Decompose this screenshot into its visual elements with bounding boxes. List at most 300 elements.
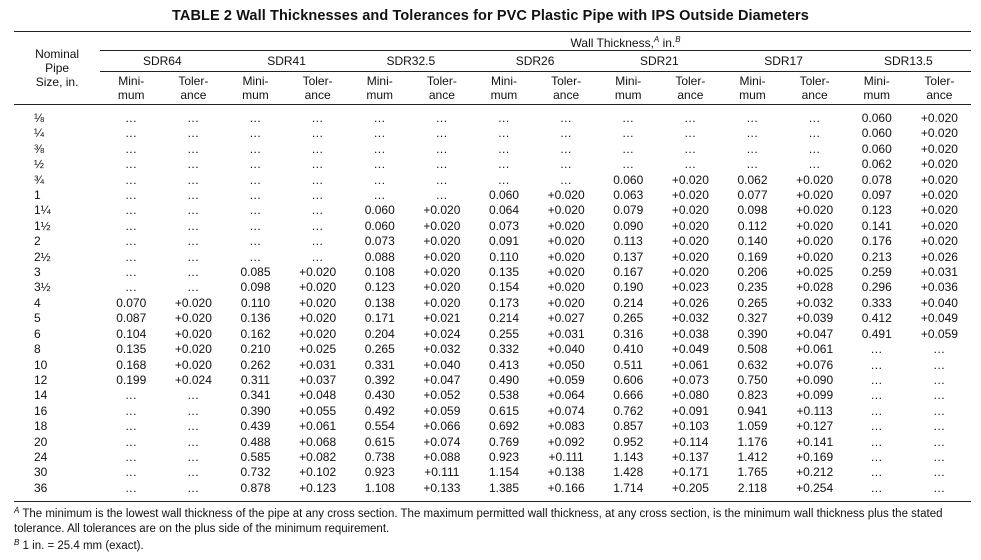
table-row (14, 342, 971, 357)
tolerance-cell: ... (187, 141, 200, 156)
minimum-cell: ... (125, 157, 137, 172)
pipe-size-cell: 2½ (34, 249, 51, 264)
minimum-cell: 1.108 (364, 480, 395, 495)
tolerance-cell: +0.205 (671, 480, 709, 495)
minimum-cell: 0.390 (737, 326, 768, 341)
minimum-header (100, 72, 162, 105)
tolerance-cell: ... (311, 218, 324, 233)
minimum-cell: 0.078 (861, 172, 892, 187)
sdr-header: SDR64 (100, 51, 224, 72)
tolerance-cell: +0.032 (796, 295, 834, 310)
table-row (14, 296, 971, 311)
minimum-cell: 0.492 (364, 403, 395, 418)
table-row (14, 404, 971, 419)
pipe-size-cell: 20 (34, 434, 48, 449)
minimum-cell: 0.265 (737, 295, 768, 310)
minimum-cell: 0.060 (488, 188, 519, 203)
minimum-cell: ... (870, 449, 883, 464)
tolerance-cell: ... (311, 234, 324, 249)
tolerance-header (411, 72, 473, 105)
pipe-size-cell: 1¼ (34, 203, 51, 218)
footnote-ref-b: B (675, 34, 681, 44)
subheader-line: Toler- (426, 74, 457, 88)
minimum-cell: 0.615 (488, 403, 519, 418)
tolerance-cell: ... (560, 141, 572, 156)
minimum-cell: ... (125, 480, 137, 495)
sdr-header: SDR41 (224, 51, 348, 72)
minimum-cell: 0.167 (613, 265, 644, 280)
subheader-line: ance (180, 88, 207, 102)
tolerance-cell: +0.020 (796, 234, 834, 249)
subheader-line: mum (490, 88, 518, 102)
minimum-cell: 0.632 (737, 357, 768, 372)
tolerance-cell: +0.040 (423, 357, 461, 372)
minimum-cell: ... (249, 157, 262, 172)
minimum-cell: 0.491 (861, 326, 892, 341)
tolerance-cell: +0.032 (671, 311, 709, 326)
tolerance-cell: +0.020 (547, 203, 585, 218)
tolerance-header (287, 72, 349, 105)
tolerance-cell: ... (808, 111, 821, 125)
subheader-line: mum (739, 88, 766, 102)
tolerance-cell: ... (311, 188, 324, 203)
minimum-cell: ... (870, 419, 883, 434)
tolerance-cell: ... (436, 188, 448, 203)
minimum-cell: ... (125, 126, 137, 141)
pipe-size-cell: 16 (34, 403, 48, 418)
tolerance-cell: +0.020 (299, 311, 337, 326)
tolerance-cell: +0.020 (423, 249, 461, 264)
pipe-size-cell: 6 (34, 326, 41, 341)
tolerance-cell: +0.169 (796, 449, 834, 464)
tolerance-cell: +0.059 (547, 372, 585, 387)
minimum-cell: 0.098 (240, 280, 271, 295)
minimum-cell: 0.235 (737, 280, 768, 295)
tolerance-cell: +0.031 (920, 265, 958, 280)
minimum-cell: ... (870, 465, 883, 480)
tolerance-cell: +0.061 (299, 419, 337, 434)
subheader-row (14, 72, 971, 105)
tolerance-cell: ... (187, 234, 200, 249)
tolerance-cell: ... (187, 449, 200, 464)
tolerance-cell: ... (187, 203, 200, 218)
tolerance-cell: +0.020 (671, 234, 709, 249)
minimum-cell: 0.331 (364, 357, 395, 372)
tolerance-cell: ... (933, 342, 946, 357)
tolerance-header (162, 72, 224, 105)
subheader-line: mum (242, 88, 269, 102)
tolerance-cell: +0.020 (299, 295, 337, 310)
minimum-cell: 0.060 (861, 126, 892, 141)
pipe-size-cell: 4 (34, 295, 41, 310)
subheader-line: Mini- (615, 74, 642, 88)
minimum-cell: 0.511 (613, 357, 643, 372)
tolerance-cell: +0.141 (796, 434, 834, 449)
tolerance-cell: ... (187, 249, 200, 264)
subheader-line: ance (926, 88, 953, 102)
subheader-line: ance (304, 88, 331, 102)
tolerance-cell: +0.020 (796, 172, 834, 187)
tolerance-cell: ... (187, 218, 200, 233)
tolerance-cell: +0.021 (423, 311, 461, 326)
footnote-ref-a: A (653, 34, 660, 44)
minimum-cell: ... (746, 111, 759, 125)
minimum-cell: 0.488 (240, 434, 271, 449)
tolerance-cell: +0.020 (920, 126, 958, 141)
tolerance-cell: +0.123 (299, 480, 337, 495)
tolerance-cell: ... (560, 157, 572, 172)
tolerance-cell: +0.036 (920, 280, 958, 295)
tolerance-cell: +0.026 (920, 249, 958, 264)
minimum-cell: 0.063 (613, 188, 644, 203)
tolerance-cell: +0.025 (299, 342, 337, 357)
minimum-cell: ... (746, 141, 759, 156)
tolerance-cell: ... (808, 157, 821, 172)
minimum-cell: 0.110 (240, 295, 271, 310)
table-row (14, 105, 971, 127)
pipe-size-cell: ½ (34, 157, 45, 172)
tolerance-cell: +0.020 (299, 280, 337, 295)
tolerance-cell: +0.073 (671, 372, 709, 387)
tolerance-cell: +0.047 (796, 326, 834, 341)
tolerance-cell: +0.020 (174, 342, 212, 357)
tolerance-cell: +0.020 (423, 295, 461, 310)
minimum-cell: 0.137 (613, 249, 644, 264)
table-row (14, 450, 971, 465)
table-row (14, 188, 971, 203)
tolerance-cell: +0.040 (920, 295, 958, 310)
minimum-cell: 0.135 (116, 342, 147, 357)
tolerance-cell: +0.020 (920, 218, 958, 233)
minimum-cell: 0.412 (861, 311, 892, 326)
tolerance-cell: +0.020 (920, 172, 958, 187)
subheader-line: Toler- (799, 74, 830, 88)
tolerance-cell: +0.020 (920, 234, 958, 249)
tolerance-cell: +0.026 (671, 295, 709, 310)
wall-thickness-table (14, 31, 971, 502)
minimum-cell: 0.413 (488, 357, 519, 372)
subheader-line: Toler- (551, 74, 582, 88)
minimum-cell: 0.060 (364, 218, 395, 233)
minimum-cell: ... (125, 449, 137, 464)
minimum-cell: 1.385 (488, 480, 519, 495)
subheader-line: mum (117, 88, 145, 102)
minimum-cell: 0.410 (613, 342, 644, 357)
tolerance-cell: +0.166 (547, 480, 585, 495)
pipe-size-cell: 36 (34, 480, 48, 495)
minimum-cell: 0.333 (861, 295, 892, 310)
pipe-size-cell: 5 (34, 311, 41, 326)
subheader-line: Mini- (863, 74, 890, 88)
minimum-cell: 0.110 (489, 249, 519, 264)
minimum-cell: 0.341 (240, 388, 271, 403)
minimum-cell: 2.118 (737, 480, 768, 495)
tolerance-cell: ... (187, 265, 200, 280)
subheader-line: Mini- (739, 74, 766, 88)
minimum-cell: ... (125, 265, 137, 280)
tolerance-cell: +0.020 (299, 326, 337, 341)
tolerance-cell: +0.023 (671, 280, 709, 295)
table-row (14, 126, 971, 141)
tolerance-cell: +0.020 (423, 265, 461, 280)
tolerance-cell: +0.061 (671, 357, 709, 372)
table-row (14, 435, 971, 450)
subheader-line: Mini- (366, 74, 393, 88)
minimum-cell: ... (498, 111, 510, 125)
minimum-cell: ... (373, 126, 386, 141)
minimum-cell: 0.060 (613, 172, 644, 187)
tolerance-cell: +0.024 (174, 372, 212, 387)
minimum-cell: 0.113 (613, 234, 643, 249)
footnote-b-mark: B (14, 538, 20, 547)
tolerance-cell: ... (933, 388, 946, 403)
tolerance-cell: +0.027 (547, 311, 585, 326)
subheader-line: mum (863, 88, 891, 102)
wall-thickness-label: Wall Thickness, (570, 35, 654, 50)
minimum-cell: 0.255 (488, 326, 519, 341)
minimum-cell: 0.923 (364, 465, 395, 480)
tolerance-cell: ... (560, 126, 572, 141)
minimum-cell: 1.714 (613, 480, 644, 495)
pipe-size-cell: ¼ (34, 126, 45, 141)
minimum-cell: 0.176 (861, 234, 892, 249)
tolerance-cell: ... (933, 419, 946, 434)
tolerance-cell: +0.133 (423, 480, 461, 495)
minimum-cell: ... (125, 403, 137, 418)
size-label-line: Nominal (35, 47, 80, 61)
minimum-cell: 0.064 (488, 203, 519, 218)
minimum-cell: ... (746, 126, 759, 141)
tolerance-cell: ... (187, 388, 200, 403)
minimum-cell: 0.615 (364, 434, 395, 449)
minimum-cell: ... (249, 249, 262, 264)
minimum-cell: ... (125, 419, 137, 434)
minimum-cell: ... (870, 434, 883, 449)
minimum-cell: 0.585 (240, 449, 271, 464)
footnote-a-text: The minimum is the lowest wall thickness of the pipe at any cross section. The maximum permitted wall thickness, at any cross section, is the minimum wall thickness plus the stated tolerance. All tolerances are on the plus side of the minimum requirement. (14, 508, 943, 535)
wall-thickness-header (100, 32, 971, 51)
tolerance-cell: ... (560, 172, 572, 187)
tolerance-cell: ... (436, 126, 448, 141)
tolerance-cell: ... (187, 280, 200, 295)
tolerance-cell: +0.020 (920, 203, 958, 218)
tolerance-cell: ... (933, 403, 946, 418)
pipe-size-cell: ⅜ (34, 141, 45, 156)
minimum-header (349, 72, 411, 105)
tolerance-cell: +0.074 (423, 434, 461, 449)
tolerance-header (784, 72, 846, 105)
footnote-b-text: 1 in. = 25.4 mm (exact). (22, 540, 144, 552)
table-row (14, 250, 971, 265)
minimum-cell: ... (125, 141, 137, 156)
minimum-cell: 0.135 (488, 265, 519, 280)
minimum-cell: 0.762 (613, 403, 644, 418)
tolerance-cell: +0.040 (547, 342, 585, 357)
minimum-cell: 0.141 (861, 218, 892, 233)
subheader-line: Mini- (118, 74, 145, 88)
minimum-cell: 0.104 (116, 326, 147, 341)
minimum-cell: ... (125, 203, 137, 218)
tolerance-cell: +0.020 (920, 141, 958, 156)
tolerance-cell: ... (311, 172, 324, 187)
tolerance-cell: +0.028 (796, 280, 834, 295)
minimum-header (846, 72, 908, 105)
minimum-cell: 0.265 (613, 311, 644, 326)
footnote-a-mark: A (14, 506, 20, 515)
tolerance-cell: +0.047 (423, 372, 461, 387)
tolerance-cell: +0.111 (548, 449, 584, 464)
minimum-cell: ... (125, 434, 137, 449)
tolerance-cell: +0.020 (796, 218, 834, 233)
tolerance-cell: +0.048 (299, 388, 337, 403)
subheader-line: ance (801, 88, 828, 102)
minimum-cell: ... (249, 188, 262, 203)
table-row (14, 157, 971, 172)
tolerance-cell: ... (933, 480, 946, 495)
subheader-line: Toler- (924, 74, 955, 88)
minimum-cell: 0.077 (737, 188, 768, 203)
minimum-cell: 0.265 (364, 342, 395, 357)
footnote-b (14, 536, 971, 554)
minimum-cell: 0.171 (364, 311, 395, 326)
tolerance-cell: +0.038 (671, 326, 709, 341)
tolerance-cell: ... (436, 157, 448, 172)
minimum-cell: 0.316 (613, 326, 644, 341)
minimum-cell: 0.112 (737, 218, 768, 233)
tolerance-cell: ... (933, 449, 946, 464)
tolerance-cell: +0.074 (547, 403, 585, 418)
minimum-cell: 0.750 (737, 372, 768, 387)
minimum-cell: ... (870, 342, 883, 357)
minimum-cell: 0.090 (613, 218, 644, 233)
tolerance-cell: +0.061 (796, 342, 834, 357)
tolerance-cell: +0.254 (796, 480, 834, 495)
sdr-header: SDR32.5 (349, 51, 473, 72)
tolerance-header (659, 72, 721, 105)
table-row (14, 481, 971, 496)
minimum-cell: 1.143 (613, 449, 644, 464)
tolerance-header (908, 72, 971, 105)
minimum-cell: ... (373, 157, 386, 172)
tolerance-cell: ... (933, 372, 946, 387)
minimum-cell: 0.732 (240, 465, 271, 480)
tolerance-cell: +0.050 (547, 357, 585, 372)
table-row (14, 465, 971, 480)
minimum-cell: 0.073 (364, 234, 395, 249)
minimum-cell: ... (870, 372, 883, 387)
minimum-cell: ... (249, 111, 262, 125)
tolerance-cell: +0.020 (671, 265, 709, 280)
tolerance-cell: +0.212 (796, 465, 834, 480)
tolerance-cell: ... (187, 188, 200, 203)
table-row (14, 219, 971, 234)
minimum-cell: ... (622, 126, 634, 141)
minimum-cell: 1.154 (488, 465, 519, 480)
minimum-cell: 0.097 (861, 188, 892, 203)
minimum-cell: 0.666 (613, 388, 644, 403)
tolerance-cell: +0.059 (920, 326, 958, 341)
minimum-cell: 0.060 (861, 111, 892, 125)
tolerance-cell: +0.103 (671, 419, 709, 434)
tolerance-cell: ... (311, 203, 324, 218)
minimum-cell: ... (622, 141, 634, 156)
sdr-header-row (14, 51, 971, 72)
minimum-header (224, 72, 286, 105)
pipe-size-cell: ¾ (34, 172, 45, 187)
minimum-cell: 0.327 (737, 311, 768, 326)
minimum-cell: 0.154 (488, 280, 519, 295)
table-row (14, 327, 971, 342)
tolerance-cell: ... (436, 111, 448, 125)
minimum-cell: 0.332 (488, 342, 519, 357)
pipe-size-cell: 10 (34, 357, 48, 372)
tolerance-cell: ... (187, 403, 200, 418)
tolerance-cell: +0.031 (299, 357, 337, 372)
pipe-size-cell: 14 (34, 388, 48, 403)
minimum-cell: 0.210 (240, 342, 271, 357)
minimum-cell: ... (622, 111, 634, 125)
tolerance-cell: +0.020 (671, 172, 709, 187)
tolerance-cell: ... (187, 465, 200, 480)
minimum-cell: ... (125, 280, 137, 295)
tolerance-cell: +0.127 (796, 419, 834, 434)
table-row (14, 388, 971, 403)
tolerance-cell: ... (187, 434, 200, 449)
pipe-size-cell: 3 (34, 265, 41, 280)
minimum-cell: ... (373, 141, 386, 156)
tolerance-cell: +0.138 (547, 465, 585, 480)
pipe-size-cell: 30 (34, 465, 48, 480)
tolerance-cell: +0.020 (796, 188, 834, 203)
minimum-cell: ... (870, 388, 883, 403)
minimum-cell: 0.079 (613, 203, 644, 218)
minimum-cell: ... (746, 157, 759, 172)
minimum-cell: ... (249, 203, 262, 218)
pipe-size-cell: 1 (34, 188, 41, 203)
tolerance-cell: +0.064 (547, 388, 585, 403)
minimum-cell: 1.765 (737, 465, 768, 480)
tolerance-cell: ... (311, 111, 324, 125)
table-row (14, 265, 971, 280)
tolerance-cell: +0.020 (174, 295, 212, 310)
tolerance-cell: +0.020 (547, 188, 585, 203)
table-row (14, 373, 971, 388)
minimum-cell: 0.508 (737, 342, 768, 357)
table-row (14, 234, 971, 249)
tolerance-cell: +0.088 (423, 449, 461, 464)
minimum-cell: 0.062 (737, 172, 768, 187)
tolerance-cell: +0.020 (423, 234, 461, 249)
minimum-cell: ... (373, 111, 386, 125)
tolerance-cell: +0.020 (796, 249, 834, 264)
minimum-cell: ... (125, 188, 137, 203)
pipe-size-cell: 24 (34, 449, 48, 464)
table-row (14, 142, 971, 157)
minimum-cell: ... (125, 388, 137, 403)
subheader-line: Toler- (675, 74, 706, 88)
minimum-cell: 0.769 (488, 434, 519, 449)
tolerance-cell: ... (808, 126, 821, 141)
table-row (14, 203, 971, 218)
tolerance-cell: +0.020 (920, 157, 958, 172)
minimum-cell: 1.428 (613, 465, 644, 480)
minimum-cell: 0.923 (488, 449, 519, 464)
tolerance-cell: ... (684, 111, 697, 125)
tolerance-cell: ... (933, 357, 946, 372)
minimum-cell: ... (249, 126, 262, 141)
minimum-cell: 0.392 (364, 372, 395, 387)
sdr-header: SDR13.5 (846, 51, 971, 72)
